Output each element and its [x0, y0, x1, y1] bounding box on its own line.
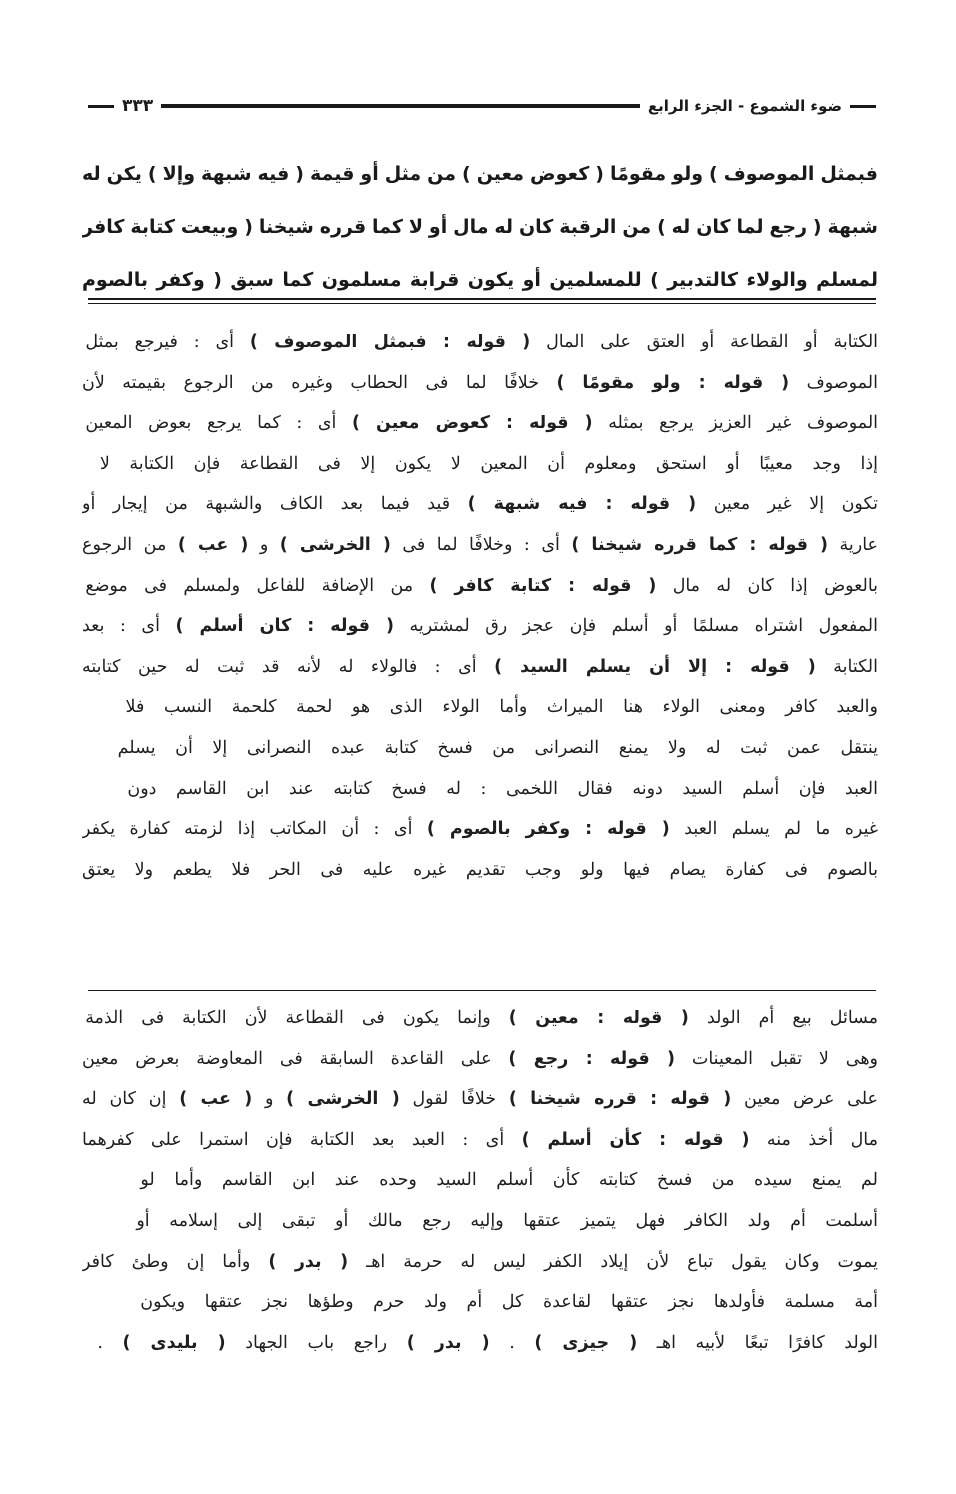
main-text-line: لمسلم والولاء كالتدبير ) للمسلمين أو يكون قرابة مسلمون كما سبق ( وكفر بالصوم	[82, 269, 878, 291]
commentary-text: غيره ما لم يسلم العبد	[669, 819, 878, 840]
commentary-line	[82, 769, 878, 810]
commentary-lemma: ( قوله : رجع )	[508, 1048, 676, 1069]
commentary-text: أى : بعد	[82, 616, 176, 637]
commentary-text: أى : فيرجع بمثل	[85, 332, 250, 352]
commentary-text: على عرض معين	[731, 1089, 878, 1110]
commentary-line	[82, 1242, 878, 1283]
header-title: ضوء الشموع - الجزء الرابع	[647, 97, 842, 115]
commentary-text: أى : وخلافًا لما فى	[390, 534, 572, 555]
commentary-text: و	[248, 534, 280, 555]
main-text-line: فبمثل الموصوف ) ولو مقومًا ( كعوض معين ) من مثل أو قيمة ( فيه شبهة وإلا ) يكن له	[82, 163, 878, 185]
commentary-block-2	[82, 998, 878, 1363]
header-dash-right	[850, 105, 876, 108]
commentary-text: خلافًا لقول	[399, 1089, 509, 1110]
commentary-text: خلافًا لما فى الحطاب وغيره من الرجوع بقيمته لأن	[82, 372, 557, 393]
main-text-divider	[88, 298, 876, 304]
commentary-text: بالعوض إذا كان له مال	[656, 575, 878, 596]
commentary-lemma: ( قوله : فبمثل الموصوف )	[249, 332, 531, 352]
commentary-line	[82, 1120, 878, 1161]
commentary-lemma: ( قوله : كعوض معين )	[351, 413, 593, 434]
commentary-text: الولد كافرًا تبعًا لأبيه اهـ	[637, 1332, 878, 1353]
commentary-lemma: ( قوله : كتابة كافر )	[429, 575, 657, 596]
commentary-lemma: ( الخرشى )	[279, 534, 391, 555]
commentary-text: وهى لا تقبل المعينات	[675, 1048, 878, 1069]
commentary-text: أسلمت أم ولد الكافر فهل يتميز عتقها وإليه رجع مالك أو تبقى إلى إسلامه أو	[136, 1210, 878, 1231]
running-header	[88, 92, 876, 120]
commentary-lemma: ( قوله : قرره شيخنا )	[508, 1089, 732, 1110]
commentary-text: و	[252, 1089, 287, 1110]
commentary-text: إن كان له	[82, 1089, 180, 1110]
commentary-lemma: ( عب )	[177, 534, 249, 555]
commentary-lemma: ( الخرشى )	[286, 1089, 400, 1110]
commentary-text: يموت وكان يقول تباع لأن إيلاد الكفر ليس له حرمة اهـ	[348, 1251, 878, 1272]
commentary-text: إذا وجد معيبًا أو استحق ومعلوم أن المعين لا يكون إلا فى القطاعة فإن الكتابة لا	[99, 453, 878, 474]
commentary-lemma: ( قوله : إلا أن يسلم السيد )	[494, 656, 816, 677]
commentary-text: الكتابة	[815, 656, 878, 677]
commentary-line	[82, 1079, 878, 1120]
commentary-line	[82, 1160, 878, 1201]
commentary-line	[82, 850, 878, 891]
commentary-line	[82, 606, 878, 647]
commentary-text: أى : كما يرجع بعوض المعين	[85, 413, 352, 434]
commentary-text: مال أخذ منه	[749, 1129, 878, 1150]
commentary-text: الموصوف غير العزيز يرجع بمثله	[592, 413, 878, 434]
header-dash-left	[88, 105, 114, 108]
commentary-text: عارية	[828, 534, 878, 555]
commentary-line	[82, 1201, 878, 1242]
page-number: ٣٣٣	[122, 96, 154, 116]
commentary-divider	[88, 990, 876, 991]
commentary-line	[82, 1039, 878, 1080]
commentary-block-1	[82, 322, 878, 890]
commentary-line	[82, 566, 878, 607]
commentary-text: أمة مسلمة فأولدها نجز عتقها لقاعدة كل أم ولد حرم وطؤها نجز عتقها ويكون	[140, 1292, 878, 1313]
commentary-text: أى : العبد بعد الكتابة فإن استمرا على كفرهما	[82, 1129, 522, 1150]
commentary-lemma: ( قوله : كما قرره شيخنا )	[571, 534, 829, 555]
commentary-line	[82, 444, 878, 485]
commentary-text: من الإضافة للفاعل ولمسلم فى موضع	[85, 575, 430, 596]
commentary-line	[82, 1282, 878, 1323]
commentary-line	[82, 322, 878, 363]
commentary-text: وأما إن وطئ كافر	[82, 1251, 269, 1272]
commentary-text: والعبد كافر ومعنى الولاء هنا الميراث وأما الولاء الذى هو لحمة كلحمة النسب فلا	[125, 697, 878, 718]
commentary-text: تكون إلا غير معين	[696, 494, 878, 515]
commentary-line	[82, 1323, 878, 1364]
commentary-line	[82, 809, 878, 850]
commentary-text: وإنما يكون فى القطاعة لأن الكتابة فى الذمة	[85, 1008, 509, 1028]
commentary-text: أى : فالولاء له لأنه قد ثبت له حين كتابته	[82, 656, 495, 677]
commentary-lemma: ( قوله : كان أسلم )	[175, 616, 394, 637]
commentary-text: .	[489, 1332, 535, 1353]
commentary-line	[82, 525, 878, 566]
commentary-line	[82, 403, 878, 444]
commentary-lemma: ( قوله : ولو مقومًا )	[556, 372, 790, 393]
commentary-text: قيد فيما بعد الكاف والشبهة من إيجار أو	[82, 494, 468, 515]
commentary-line	[82, 687, 878, 728]
commentary-lemma: ( بدر )	[268, 1251, 349, 1272]
commentary-lemma: ( جيزى )	[534, 1332, 638, 1353]
commentary-text: أى : أن المكاتب إذا لزمته كفارة يكفر	[82, 819, 427, 840]
commentary-text: راجع باب الجهاد	[225, 1332, 407, 1353]
commentary-line	[82, 647, 878, 688]
commentary-lemma: ( بليدى )	[122, 1332, 226, 1353]
commentary-line	[82, 998, 878, 1039]
commentary-line	[82, 728, 878, 769]
commentary-lemma: ( قوله : وكفر بالصوم )	[426, 819, 670, 840]
commentary-line	[82, 484, 878, 525]
commentary-lemma: ( قوله : كأن أسلم )	[521, 1129, 750, 1150]
commentary-text: الموصوف	[789, 372, 878, 393]
commentary-text: .	[97, 1332, 123, 1353]
commentary-text: بالصوم فى كفارة يصام فيها ولو وجب تقديم غيره عليه فى الحر فلا يطعم ولا يعتق	[82, 859, 878, 880]
commentary-text: الكتابة أو القطاعة أو العتق على المال	[530, 332, 878, 352]
commentary-lemma: ( بدر )	[406, 1332, 490, 1353]
commentary-text: على القاعدة السابقة فى المعاوضة بعرض معين	[82, 1048, 509, 1069]
commentary-lemma: ( قوله : فيه شبهة )	[467, 494, 697, 515]
commentary-lemma: ( قوله : معين )	[508, 1008, 689, 1028]
commentary-text: من الرجوع	[82, 534, 178, 555]
commentary-line	[82, 363, 878, 404]
commentary-text: المفعول اشتراه مسلمًا أو أسلم فإن عجز رق لمشتريه	[393, 616, 878, 637]
commentary-text: مسائل بيع أم الولد	[688, 1008, 878, 1028]
commentary-text: ينتقل عمن ثبت له ولا يمنع النصرانى من فسخ كتابة عبده النصرانى إلا أن يسلم	[117, 737, 878, 758]
commentary-text: العبد فإن أسلم السيد دونه فقال اللخمى : له فسخ كتابته عند ابن القاسم دون	[127, 778, 878, 799]
commentary-lemma: ( عب )	[179, 1089, 253, 1110]
main-text	[82, 148, 878, 307]
commentary-text: لم يمنع سيده من فسخ كتابته كأن أسلم السيد وحده عند ابن القاسم وأما لو	[140, 1170, 878, 1191]
header-rule	[161, 104, 640, 108]
main-text-line: شبهة ( رجع لما كان له ) من الرقبة كان له مال أو لا كما قرره شيخنا ( وبيعت كتابة كافر	[82, 216, 878, 238]
